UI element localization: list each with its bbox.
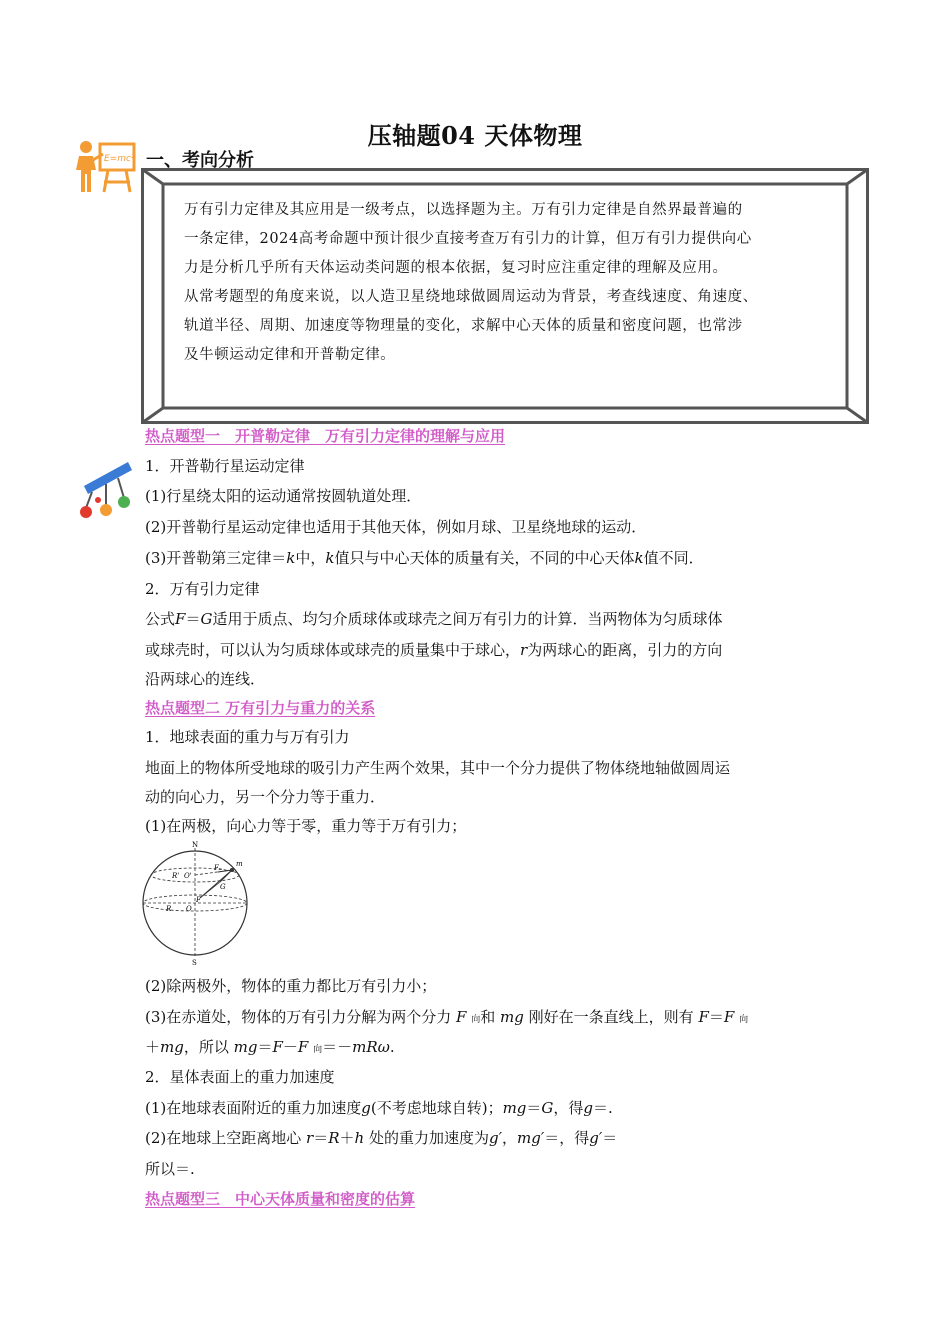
diagram-label: N xyxy=(192,841,199,849)
text-span: 处的重力加速度为 xyxy=(368,1129,489,1147)
math-var: G xyxy=(541,1099,554,1117)
abacus-icon xyxy=(78,460,136,524)
diagram-label: R' xyxy=(172,872,180,880)
text-span: 和 xyxy=(480,1008,496,1026)
math-var: mg xyxy=(502,1099,527,1117)
math-var: F xyxy=(297,1038,309,1056)
text-line xyxy=(145,1006,748,1027)
text-span: 适用于质点、均匀介质球体或球壳之间万有引力的计算．当两物体为匀质球体 xyxy=(212,610,723,628)
text-line: (2)除两极外，物体的重力都比万有引力小； xyxy=(145,977,437,995)
text-line: 1．地球表面的重力与万有引力 xyxy=(145,728,350,746)
diagram-label: m xyxy=(236,860,243,868)
text-span: ，得 xyxy=(553,1099,584,1117)
text-span: ，所以 xyxy=(183,1038,229,1056)
text-span: (1)在地球表面附近的重力加速度 xyxy=(145,1099,362,1117)
text-line: (1)在两极，向心力等于零，重力等于万有引力； xyxy=(145,817,467,835)
text-span: (2)在地球上空距离地心 xyxy=(145,1129,302,1147)
math-var: mg xyxy=(160,1038,184,1056)
text-line xyxy=(145,1097,613,1118)
math-var: r xyxy=(306,1129,314,1147)
text-span: ＝ xyxy=(185,610,201,628)
subscript: 向 xyxy=(471,1015,481,1025)
math-var: R xyxy=(328,1129,340,1147)
math-var: g′ xyxy=(589,1129,603,1147)
text-span: ＝ xyxy=(313,1129,329,1147)
diagram-label: O xyxy=(186,905,192,913)
text-span: ＝ xyxy=(602,1129,618,1147)
intro-paragraph: 万有引力定律及其应用是一级考点，以选择题为主。万有引力定律是自然界最普遍的 xyxy=(184,202,743,218)
math-var: k xyxy=(634,549,644,567)
text-span: 值只与中心天体的质量有关，不同的中心天体 xyxy=(334,549,635,567)
text-span: 公式 xyxy=(145,610,176,628)
math-var: g′ xyxy=(489,1129,503,1147)
text-span: 或球壳时，可以认为匀质球体或球壳的质量集中于球心， xyxy=(145,641,521,659)
subscript: 向 xyxy=(313,1045,323,1055)
text-line xyxy=(145,608,722,629)
text-span: (3)在赤道处，物体的万有引力分解为两个分力 xyxy=(145,1008,452,1026)
math-var: g xyxy=(361,1099,371,1117)
diagram-label: Fₙ xyxy=(214,864,222,872)
text-line xyxy=(145,1036,395,1057)
text-span: 刚好在一条直线上，则有 xyxy=(528,1008,694,1026)
text-line: 所以＝. xyxy=(145,1160,195,1178)
text-line: (1)行星绕太阳的运动通常按圆轨道处理． xyxy=(145,487,422,505)
text-span: ＝－ xyxy=(322,1038,353,1056)
text-span: ＝ xyxy=(257,1038,273,1056)
math-var: k xyxy=(325,549,335,567)
intro-paragraph: 从常考题型的角度来说，以人造卫星绕地球做圆周运动为背景，考查线速度、角速度、 xyxy=(184,289,758,305)
diagram-label: G xyxy=(220,883,226,891)
text-span: ＋ xyxy=(339,1129,355,1147)
page-title: 压轴题04 天体物理 xyxy=(367,121,583,150)
math-var: mg xyxy=(500,1008,524,1026)
text-line: 地面上的物体所受地球的吸引力产生两个效果，其中一个分力提供了物体绕地轴做圆周运 xyxy=(145,759,731,777)
hot-topic-2-heading[interactable]: 热点题型二 万有引力与重力的关系 xyxy=(145,699,376,717)
math-var: F xyxy=(175,610,186,628)
math-var: k xyxy=(286,549,296,567)
intro-paragraph: 及牛顿运动定律和开普勒定律。 xyxy=(184,347,396,363)
hot-topic-3-heading[interactable]: 热点题型三 中心天体质量和密度的估算 xyxy=(145,1190,416,1208)
diagram-label: O' xyxy=(184,872,192,880)
text-line: 2．星体表面上的重力加速度 xyxy=(145,1068,335,1086)
math-var: F xyxy=(698,1008,709,1026)
math-var: g xyxy=(583,1099,594,1117)
section-heading-analysis: 一、考向分析 xyxy=(146,150,254,171)
math-var: r xyxy=(520,641,528,659)
text-line: 2．万有引力定律 xyxy=(145,580,260,598)
text-line xyxy=(145,547,704,568)
text-span: 中， xyxy=(295,549,326,567)
math-var: G xyxy=(200,610,213,628)
text-span: 为两球心的距离，引力的方向 xyxy=(527,641,723,659)
text-span: 值不同． xyxy=(643,549,704,567)
svg-text:E=mc²: E=mc² xyxy=(104,154,135,164)
math-var: F xyxy=(456,1008,467,1026)
text-line: 1．开普勒行星运动定律 xyxy=(145,457,305,475)
text-line: 动的向心力，另一个分力等于重力． xyxy=(145,788,386,806)
text-span: (3)开普勒第三定律＝ xyxy=(145,549,287,567)
text-span: ＝，得 xyxy=(544,1129,590,1147)
intro-paragraph: 轨道半径、周期、加速度等物理量的变化，求解中心天体的质量和密度问题，也常涉 xyxy=(184,318,743,334)
text-line: (2)开普勒行星运动定律也适用于其他天体，例如月球、卫星绕地球的运动． xyxy=(145,518,647,536)
text-span: ＝ xyxy=(708,1008,724,1026)
hot-topic-1-heading[interactable]: 热点题型一 开普勒定律 万有引力定律的理解与应用 xyxy=(145,427,506,445)
subscript: 向 xyxy=(739,1015,749,1025)
intro-paragraph: 一条定律，2024高考命题中预计很少直接考查万有引力的计算，但万有引力提供向心 xyxy=(184,231,752,247)
math-var: F xyxy=(723,1008,735,1026)
text-span: ＝. xyxy=(593,1099,613,1117)
text-span: － xyxy=(282,1038,298,1056)
intro-paragraph: 力是分析几乎所有天体运动类问题的根本依据，复习时应注重定律的理解及应用。 xyxy=(184,260,728,276)
text-span: ＝ xyxy=(526,1099,542,1117)
intro-text xyxy=(184,196,824,370)
math-var: mg′ xyxy=(517,1129,545,1147)
text-span: (不考虑地球自转)； xyxy=(370,1099,503,1117)
teacher-icon xyxy=(76,138,138,196)
text-line: 沿两球心的连线． xyxy=(145,670,266,688)
math-var: F xyxy=(272,1038,283,1056)
math-var: mRω xyxy=(352,1038,390,1056)
earth-gravity-diagram xyxy=(140,840,252,966)
diagram-label: S xyxy=(192,959,197,966)
math-var: h xyxy=(354,1129,365,1147)
diagram-label: F xyxy=(196,896,201,904)
text-span: . xyxy=(389,1038,395,1056)
text-span: ＋ xyxy=(145,1038,161,1056)
diagram-label: R xyxy=(166,905,172,913)
text-line xyxy=(145,639,722,660)
math-var: mg xyxy=(233,1038,258,1056)
text-span: ， xyxy=(502,1129,518,1147)
text-line xyxy=(145,1127,617,1148)
